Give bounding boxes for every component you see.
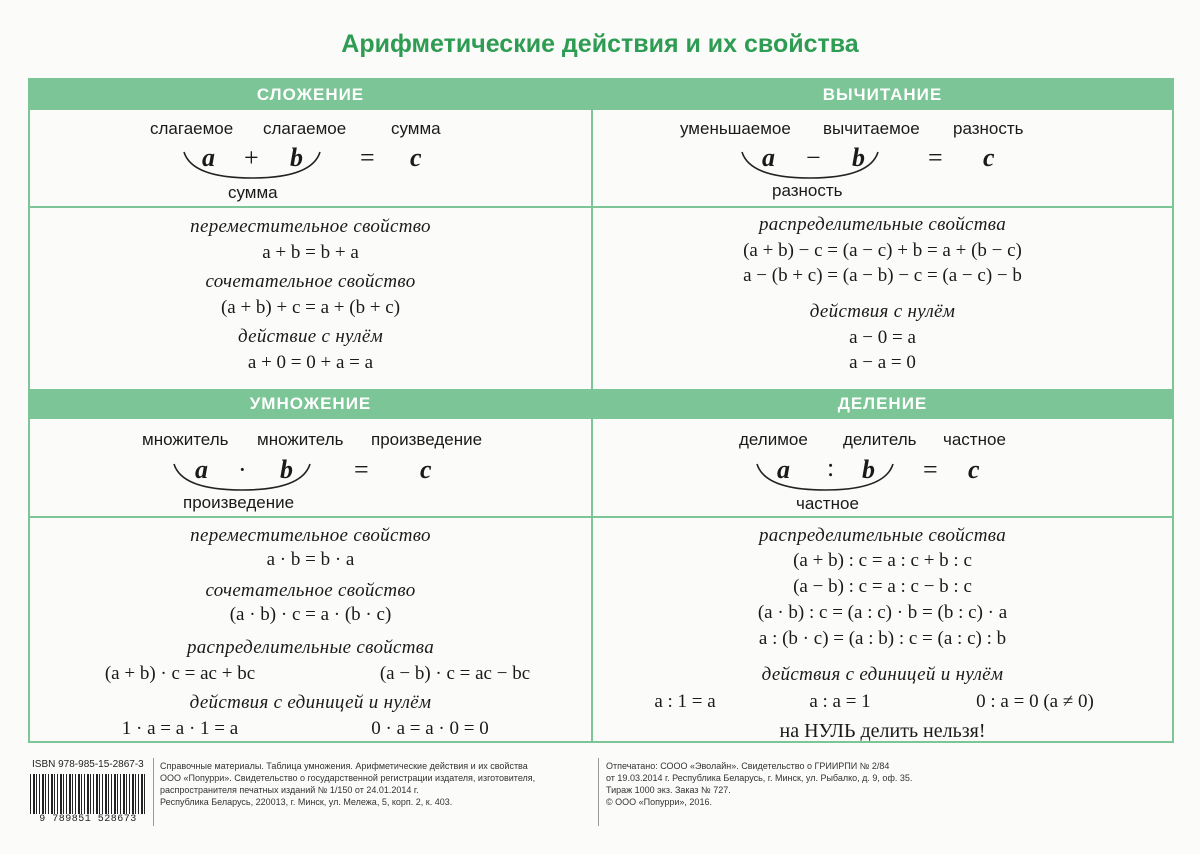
division-p1-title: распределительные свойства [758,525,1007,546]
division-p1-formula-3: (a · b) : c = (a : c) · b = (b : c) · a [757,602,1008,623]
multiplication-p4-formula-2: 0 · a = a · 0 = 0 [371,718,489,739]
multiplication-p3-formula-2: (a − b) · c = ac − bc [379,663,531,684]
subtraction-p1-title: распределительные свойства [758,214,1007,235]
division-c: c [968,455,980,484]
multiplication-b: b [280,455,293,484]
subtraction-header: ВЫЧИТАНИЕ [593,80,1172,110]
subtraction-equals: = [928,143,943,172]
multiplication-p3-title: распределительные свойства [186,637,435,658]
divider-bottom [28,516,1174,518]
division-p2-formula-1: a : 1 = a [654,691,716,712]
division-p1-formula-2: (a − b) : c = a : c − b : c [793,576,972,597]
addition-p2-formula: (a + b) + c = a + (b + c) [220,297,401,318]
addition-brace [182,150,322,180]
multiplication-header: УМНОЖЕНИЕ [30,389,591,419]
publisher-line-2: ООО «Попурри». Свидетельство о государственной регистрации издателя, изготовителя, [160,773,536,783]
division-brace-label: частное [796,494,859,513]
multiplication-equals: = [354,455,369,484]
subtraction-p2-title: действия с нулём [809,301,956,322]
printer-line-2: от 19.03.2014 г. Республика Беларусь, г. Минск, ул. Рыбалко, д. 9, оф. 35. [606,773,913,783]
division-brace [755,462,895,492]
multiplication-p2-formula: (a · b) · c = a · (b · c) [229,604,392,625]
subtraction-b: b [852,143,865,172]
subtraction-operator: − [806,143,821,172]
addition-p1-formula: a + b = b + a [262,242,359,263]
division-header: ДЕЛЕНИЕ [593,389,1172,419]
barcode [30,774,146,814]
multiplication-brace [172,462,312,492]
multiplication-c: c [420,455,432,484]
subtraction-brace [740,150,880,180]
subtraction-c: c [983,143,995,172]
addition-p2-title: сочетательное свойство [205,271,416,292]
printer-line-3: Тираж 1000 экз. Заказ № 727. [606,785,731,795]
addition-brace-label: сумма [228,183,278,202]
addition-equals: = [360,143,375,172]
multiplication-p1-formula: a · b = b · a [266,549,355,570]
division-p2-formula-2: a : a = 1 [809,691,871,712]
multiplication-p3-formula-1: (a + b) · c = ac + bc [104,663,256,684]
subtraction-result-label: разность [953,119,1024,138]
addition-p3-formula: a + 0 = 0 + a = a [247,352,374,373]
publisher-line-3: распространителя печатных изданий № 1/150 от 24.01.2014 г. [160,785,419,795]
multiplication-term1-label: множитель [142,430,229,449]
division-a: a [777,455,790,484]
multiplication-brace-label: произведение [183,493,295,512]
addition-p3-title: действие с нулём [237,326,384,347]
divider-top [28,206,1174,208]
printer-line-4: © ООО «Попурри», 2016. [606,797,712,807]
division-equals: = [923,455,938,484]
division-p1-formula-1: (a + b) : c = a : c + b : c [793,550,972,571]
addition-b: b [290,143,303,172]
division-operator: : [827,453,835,482]
addition-a: a [202,143,215,172]
division-term2-label: делитель [843,430,917,449]
multiplication-a: a [195,455,208,484]
multiplication-p2-title: сочетательное свойство [205,580,416,601]
subtraction-term1-label: уменьшаемое [680,119,791,138]
publisher-line-4: Республика Беларусь, 220013, г. Минск, ул. Мележа, 5, корп. 2, к. 403. [160,797,453,807]
publisher-line-1: Справочные материалы. Таблица умножения. Арифметические действия и их свойства [160,761,528,771]
division-b: b [862,455,875,484]
multiplication-p4-formula-1: 1 · a = a · 1 = a [121,718,239,739]
page-title: Арифметические действия и их свойства [341,30,859,58]
printer-line-1: Отпечатано: СООО «Эволайн». Свидетельство о ГРИИРПИ № 2/84 [606,761,890,771]
addition-header: СЛОЖЕНИЕ [30,80,591,110]
addition-c: c [410,143,422,172]
division-p2-formula-3: 0 : a = 0 (a ≠ 0) [976,691,1094,712]
addition-result-label: сумма [391,119,441,138]
publisher-info [160,760,535,808]
subtraction-p2-formula-2: a − a = 0 [849,352,916,373]
addition-term2-label: слагаемое [263,119,347,138]
addition-term1-label: слагаемое [150,119,234,138]
subtraction-p1-formula-1: (a + b) − c = (a − c) + b = a + (b − c) [743,240,1022,261]
subtraction-p2-formula-1: a − 0 = a [849,327,916,348]
printer-info [606,760,912,808]
subtraction-brace-label: разность [772,181,843,200]
multiplication-p1-title: переместительное свойство [190,525,431,546]
multiplication-operator: · [238,455,247,484]
barcode-digits: 9 789851 528673 [39,814,137,825]
footer-divider-right [598,758,599,826]
multiplication-term2-label: множитель [257,430,344,449]
multiplication-p4-title: действия с единицей и нулём [189,692,432,713]
division-p1-formula-4: a : (b · c) = (a : b) : c = (a : c) : b [758,628,1007,649]
division-warning: на НУЛЬ делить нельзя! [779,720,986,742]
footer-divider-left [153,758,154,826]
subtraction-term2-label: вычитаемое [823,119,920,138]
division-term1-label: делимое [739,430,808,449]
subtraction-a: a [762,143,775,172]
division-result-label: частное [943,430,1006,449]
subtraction-p1-formula-2: a − (b + c) = (a − b) − c = (a − c) − b [743,265,1022,286]
addition-operator: + [244,143,259,172]
division-p2-title: действия с единицей и нулём [761,664,1004,685]
addition-p1-title: переместительное свойство [190,216,431,237]
multiplication-result-label: произведение [371,430,483,449]
isbn-text: ISBN 978-985-15-2867-3 [32,759,144,770]
